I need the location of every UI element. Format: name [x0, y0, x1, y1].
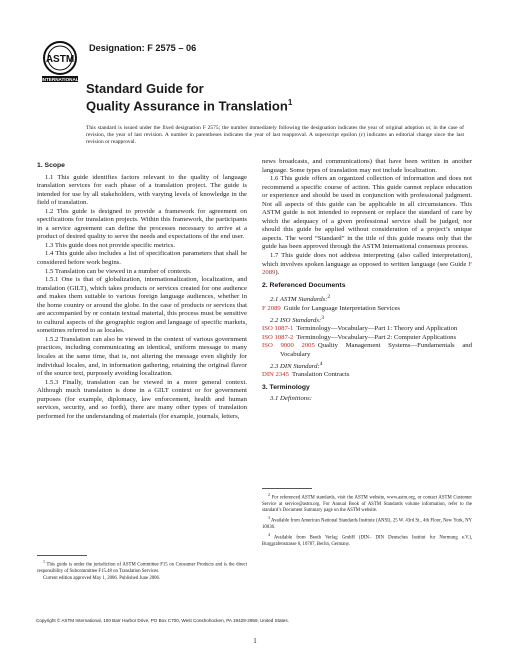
ref-iso1087-1: ISO 1087-1 Terminology—Vocabulary—Part 1: Theory and Application	[262, 325, 458, 333]
link-iso1087-2[interactable]: ISO 1087-2	[262, 333, 294, 341]
copyright-notice: Copyright © ASTM International, 100 Barr Harbor Drive, PO Box C700, West Conshohocken, PA 19428-2959, United States.	[36, 618, 289, 623]
page-number: 1	[253, 637, 257, 645]
ref-din2345: DIN 2345 Translation Contracts	[262, 371, 350, 379]
footnote-1-edition: Current edition approved May 1, 2006. Published June 2006.	[43, 576, 161, 581]
svg-text:ASTM: ASTM	[45, 54, 75, 65]
paragraph-1-7: 1.7 This guide does not address interpreting (also called interpretation), which involves spoken language as opposed to written language (see Guide F 2089).	[262, 252, 472, 277]
astm-standards-label: 2.1 ASTM Standards:$^2$	[270, 294, 331, 304]
footnotes-right	[262, 492, 472, 549]
paragraph-1-1: 1.1 This guide identifies factors relevant to the quality of language translation services for each phase of a translation project. The guide is intended for use by all stakeholders, with varying levels of knowledge in the field of translation.	[37, 173, 247, 207]
document-title	[86, 82, 292, 113]
title-line-1: Standard Guide for	[86, 81, 204, 96]
referenced-documents-heading: 2. Referenced Documents	[262, 281, 346, 289]
ref-iso9000: ISO 9000 2005 Quality Management Systems—Fundamentals and Vocabulary	[262, 342, 472, 358]
left-column	[37, 158, 247, 421]
paragraph-1-3: 1.3 This guide does not provide specific metrics.	[45, 241, 176, 249]
footnote-rule-right	[262, 488, 312, 489]
din-standard-label: 2.3 DIN Standard:$^4$	[270, 360, 323, 370]
iso-standards-label: 2.2 ISO Standards:$^3$	[270, 314, 325, 324]
link-iso9000[interactable]: ISO 9000 2005	[262, 342, 315, 350]
paragraph-1-6: 1.6 This guide offers an organized collection of information and does not recommend a specific course of action. This guide cannot replace education or experience and should be used in conjunction with professional judgment. Not all aspects of this guide can be applicable in all circumstances. This ASTM guide is not intended to represent or replace the standard of care by which the adequacy of a given professional service shall be judged, nor should this guide be applied without consideration of a project’s unique aspects. The word “Standard” in the title of this guide means only that the guide has been approved through the ASTM International consensus process.	[262, 175, 472, 251]
footnote-rule-left	[37, 555, 87, 556]
paragraph-continuation: news broadcasts, and communications) that have been written in another language. Some types of translation may not include localization.	[262, 158, 472, 174]
paragraph-1-5-3: 1.5.3 Finally, translation can be viewed in a more general context. Although much translation is done in a GILT context or for government purposes (for example, diplomacy, law enforcement, health and human services, security, and so forth), there are many other types of translation performed for the understanding of materials (for example, journals, letters,	[37, 378, 247, 420]
link-iso1087-1[interactable]: ISO 1087-1	[262, 325, 294, 333]
ref-iso1087-2: ISO 1087-2 Terminology—Vocabulary—Part 2: Computer Applications	[262, 333, 457, 341]
footnote-1: $^1$ This guide is under the jurisdiction of ASTM Committee F15 on Consumer Products and is the direct responsibility of Subcommittee F15.48 on Translation Services.	[37, 559, 247, 574]
issuance-notice: This standard is issued under the fixed designation F 2575; the number immediately following the designation indicates the year of original adoption or, in the case of revision, the year of last revision. A number in parentheses indicates the year of last reapproval. A superscript epsilon (ε) indicates an editorial change since the last revision or reapproval.	[86, 125, 464, 146]
ref-f2089: F 2089 Guide for Language Interpretation Services	[262, 304, 401, 312]
footnote-4: $^4$ Available from Beuth Verlag GmbH (DIN– DIN Deutsches Institut fur Normung e.V.), Burggrafenstrasse 6, 10787, Berlin, Germany.	[262, 532, 472, 547]
title-footnote-mark: 1	[287, 98, 293, 107]
paragraph-1-2: 1.2 This guide is designed to provide a framework for agreement on specifications for translation projects. Within this framework, the participants in a service agreement can define the processes necessary to arrive at a product of desired quality to serve the needs and expectations of the end user.	[37, 207, 247, 241]
paragraph-1-5-2: 1.5.2 Translation can also be viewed in the context of various government practices, including communicating an identical, uniform message to many locales at the same time, that is, not altering the message even slightly for individual locales, and, in information gathering, retaining the original flavor of the source text, purposely avoiding localization.	[37, 335, 247, 378]
link-f2089[interactable]: F 2089	[262, 304, 281, 312]
link-f2089-inline[interactable]: F 2089	[262, 260, 472, 277]
designation: Designation: F 2575 – 06	[89, 43, 197, 53]
definitions-label: 3.1 Definitions:	[270, 395, 312, 403]
right-column	[262, 158, 472, 404]
footnotes-left	[37, 559, 247, 583]
svg-text:INTERNATIONAL: INTERNATIONAL	[41, 77, 79, 82]
footnote-2: $^2$ For referenced ASTM standards, visit the ASTM website, www.astm.org, or contact ASTM Customer Service at service@astm.org. For Annual Book of ASTM Standards volume information, refer to the standard’s Document Summary page on the ASTM website.	[262, 492, 472, 513]
footnote-3: $^3$ Available from American National Standards Institute (ANSI), 25 W. 43rd St., 4th Floor, New York, NY 10036.	[262, 515, 472, 530]
terminology-heading: 3. Terminology	[262, 383, 310, 391]
paragraph-1-5: 1.5 Translation can be viewed in a number of contexts.	[45, 267, 192, 275]
scope-heading: 1. Scope	[37, 162, 65, 169]
paragraph-1-4: 1.4 This guide also includes a list of specification parameters that shall be considered before work begins.	[37, 250, 247, 267]
paragraph-1-5-1: 1.5.1 One is that of globalization, internationalization, localization, and translation (GILT), which takes products or services created for one audience and makes them suitable to various foreign language audiences, whether in the home country or around the globe. In the case of products or services that are accompanied by or contain textual material, this process must be sensitive to cultural aspects of the geographic region and language of specific markets, sometimes referred to as locales.	[37, 276, 247, 335]
title-line-2: Quality Assurance in Translation$^1$	[86, 98, 293, 114]
link-din2345[interactable]: DIN 2345	[262, 371, 289, 379]
astm-logo-icon	[40, 40, 80, 86]
